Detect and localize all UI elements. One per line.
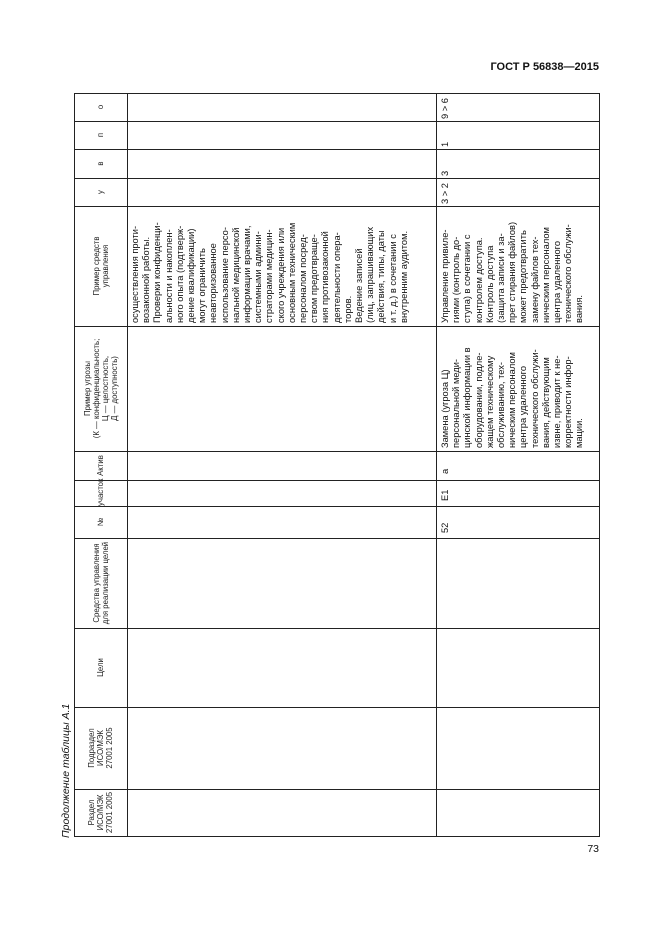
header-subsection: Подраздел ИСО/МЭК 27001 2005: [87, 727, 114, 769]
row2-o: 9 > 6: [440, 98, 450, 119]
header-u: у: [96, 190, 105, 194]
column-separator: [74, 121, 600, 122]
row-separator: [436, 93, 437, 837]
row1-control-example: осуществления проти- возаконной работы. Проверки конфиденци- альности и накоплен- ного опыта (подтверж- дение квалификации) могут ограничить неавторизованное использование персо- нальной медицинской информации врачами, системными админи- страторами медицин- ского учреждения или основным техническим персоналом посред- ством предотвраще- ния противозаконной деятельности опера- торов. Ведение записей (лиц, запрашивающих действия, типы, даты и т. д.) в сочетании с внутренним аудитом.: [130, 222, 409, 323]
header-number: №: [96, 517, 105, 527]
page-number: 73: [587, 843, 599, 855]
header-objectives: Цели: [96, 658, 105, 677]
table-border: [599, 93, 600, 837]
column-separator: [74, 451, 600, 452]
rotated-table: [74, 93, 600, 837]
column-separator: [74, 628, 600, 629]
row2-threat-example: Замена (угроза Ц) персональной меди- цинской информации в оборудовании, подле- жащем техническому обслуживанию, тех- ническим персоналом центра удаленного технического обслужи- вания, действующим извне, приводит к не- корректности инфор- мации.: [440, 347, 585, 448]
row2-number: 52: [440, 522, 450, 533]
column-separator: [74, 538, 600, 539]
table-border: [74, 93, 600, 94]
column-separator: [74, 480, 600, 481]
header-o: о: [96, 104, 105, 110]
table-caption: Продолжение таблицы А.1: [60, 703, 72, 838]
header-control-example: Пример средств управления: [91, 236, 110, 296]
header-v: в: [96, 161, 105, 166]
column-separator: [74, 789, 600, 790]
header-section: Раздел ИСО/МЭК 27001 2005: [87, 791, 114, 834]
row2-p: 1: [440, 141, 450, 147]
header-p: п: [96, 132, 105, 138]
column-separator: [74, 206, 600, 207]
column-separator: [74, 707, 600, 708]
row2-asset: а: [440, 468, 450, 474]
header-threat-example: Пример угрозы (К — конфиденциальность; Ц — целостность, Д — доступность): [82, 338, 119, 439]
column-separator: [74, 506, 600, 507]
column-separator: [74, 326, 600, 327]
header-controls: Средства управления для реализации целей: [91, 541, 110, 625]
row2-u: 3 > 2: [440, 183, 450, 204]
column-separator: [74, 178, 600, 179]
header-separator: [127, 93, 128, 837]
table-border: [74, 836, 600, 837]
column-separator: [74, 149, 600, 150]
header-section-area: участок: [96, 478, 105, 506]
row2-control-example: Управление привиле- гиями (контроль до- ступа) в сочетании с контролем доступа. Контроль доступа (защита записи и за- прет стирания файлов) может предотвратить замену файлов тех- ническим персоналом центра удаленного технического обслужи- вания.: [440, 221, 585, 323]
row2-section-area: E1: [440, 489, 450, 501]
header-asset: Актив: [96, 455, 105, 476]
row2-v: 3: [440, 170, 450, 176]
document-code: ГОСТ Р 56838—2015: [490, 61, 599, 73]
